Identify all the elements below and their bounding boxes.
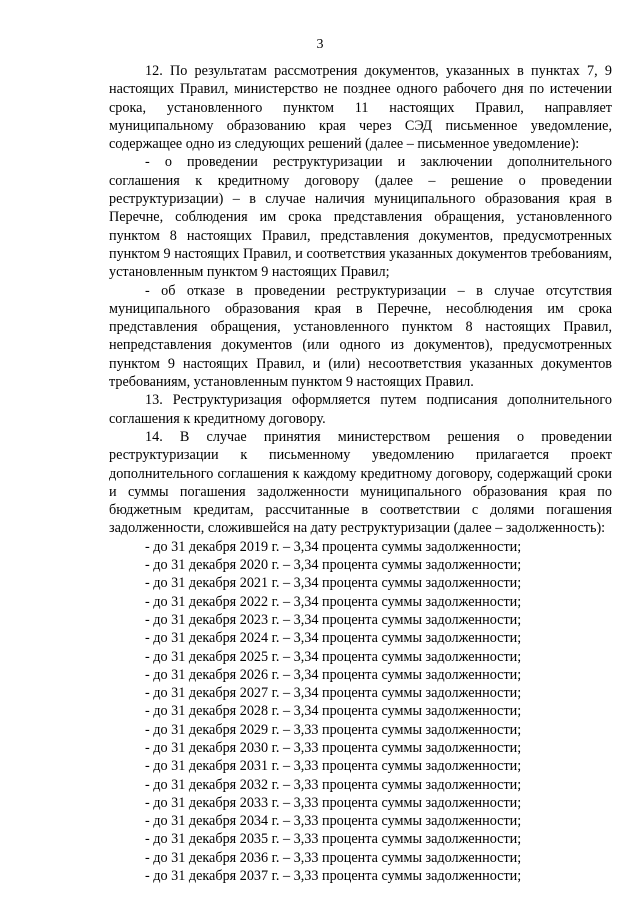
- schedule-item-2027: - до 31 декабря 2027 г. – 3,34 процента суммы задолженности;: [145, 685, 522, 702]
- schedule-item-2037: - до 31 декабря 2037 г. – 3,33 процента суммы задолженности;: [145, 868, 522, 885]
- schedule-item-2036: - до 31 декабря 2036 г. – 3,33 процента суммы задолженности;: [145, 849, 522, 866]
- document-body: [109, 62, 612, 885]
- schedule-item-2020: - до 31 декабря 2020 г. – 3,34 процента суммы задолженности;: [145, 557, 522, 574]
- schedule-item-2024: - до 31 декабря 2024 г. – 3,34 процента суммы задолженности;: [145, 630, 522, 647]
- schedule-item-2033: - до 31 декабря 2033 г. – 3,33 процента суммы задолженности;: [145, 794, 522, 811]
- schedule-item-2023: - до 31 декабря 2023 г. – 3,34 процента суммы задолженности;: [145, 611, 522, 628]
- schedule-item-2019: - до 31 декабря 2019 г. – 3,34 процента суммы задолженности;: [145, 538, 522, 555]
- schedule-item-2034: - до 31 декабря 2034 г. – 3,33 процента суммы задолженности;: [145, 813, 522, 830]
- paragraph-decision-approve: - о проведении реструктуризации и заключении дополнительного соглашения к кредитному договору (далее – решение о проведении реструктуризации) – в случае наличия муниципального образования края в Перечне, соблюдения им срока представления обращения, установленного пунктом 8 настоящих Правил, представления документов, предусмотренных пунктом 9 настоящих Правил, и соответствия указанных документов требованиям, установленным пунктом 9 настоящих Правил;: [109, 154, 612, 281]
- schedule-item-2021: - до 31 декабря 2021 г. – 3,34 процента суммы задолженности;: [145, 575, 522, 592]
- schedule-item-2022: - до 31 декабря 2022 г. – 3,34 процента суммы задолженности;: [145, 593, 522, 610]
- schedule-item-2026: - до 31 декабря 2026 г. – 3,34 процента суммы задолженности;: [145, 666, 522, 683]
- page-number: 3: [316, 37, 324, 52]
- paragraph-13: 13. Реструктуризация оформляется путем подписания дополнительного соглашения к кредитному договору.: [109, 392, 612, 427]
- schedule-item-2031: - до 31 декабря 2031 г. – 3,33 процента суммы задолженности;: [145, 758, 522, 775]
- schedule-item-2029: - до 31 декабря 2029 г. – 3,33 процента суммы задолженности;: [145, 721, 522, 738]
- schedule-item-2025: - до 31 декабря 2025 г. – 3,34 процента суммы задолженности;: [145, 648, 522, 665]
- schedule-item-2035: - до 31 декабря 2035 г. – 3,33 процента суммы задолженности;: [145, 831, 522, 848]
- paragraph-decision-reject: - об отказе в проведении реструктуризации – в случае отсутствия муниципального образования края в Перечне, несоблюдения им срока представления обращения, установленного пунктом 8 настоящих Правил, непредставления документов (или одного из документов), предусмотренных пунктом 9 настоящих Правил, и (или) несоответствия указанных документов требованиям, установленным пунктом 9 настоящих Правил.: [109, 282, 612, 391]
- repayment-schedule-list: [109, 538, 612, 886]
- paragraph-12: 12. По результатам рассмотрения документов, указанных в пунктах 7, 9 настоящих Правил, министерство не позднее одного рабочего дня по истечении срока, установленного пунктом 11 настоящих Правил, направляет муниципальному образованию края через СЭД письменное уведомление, содержащее одно из следующих решений (далее – письменное уведомление):: [109, 63, 612, 153]
- schedule-item-2030: - до 31 декабря 2030 г. – 3,33 процента суммы задолженности;: [145, 739, 522, 756]
- paragraph-14: 14. В случае принятия министерством решения о проведении реструктуризации к письменному уведомлению прилагается проект дополнительного соглашения к каждому кредитному договору, содержащий сроки и суммы погашения задолженности муниципального образования края по бюджетным кредитам, рассчитанные в соответствии с долями погашения задолженности, сложившейся на дату реструктуризации (далее – задолженность):: [109, 428, 612, 537]
- schedule-item-2028: - до 31 декабря 2028 г. – 3,34 процента суммы задолженности;: [145, 703, 522, 720]
- schedule-item-2032: - до 31 декабря 2032 г. – 3,33 процента суммы задолженности;: [145, 776, 522, 793]
